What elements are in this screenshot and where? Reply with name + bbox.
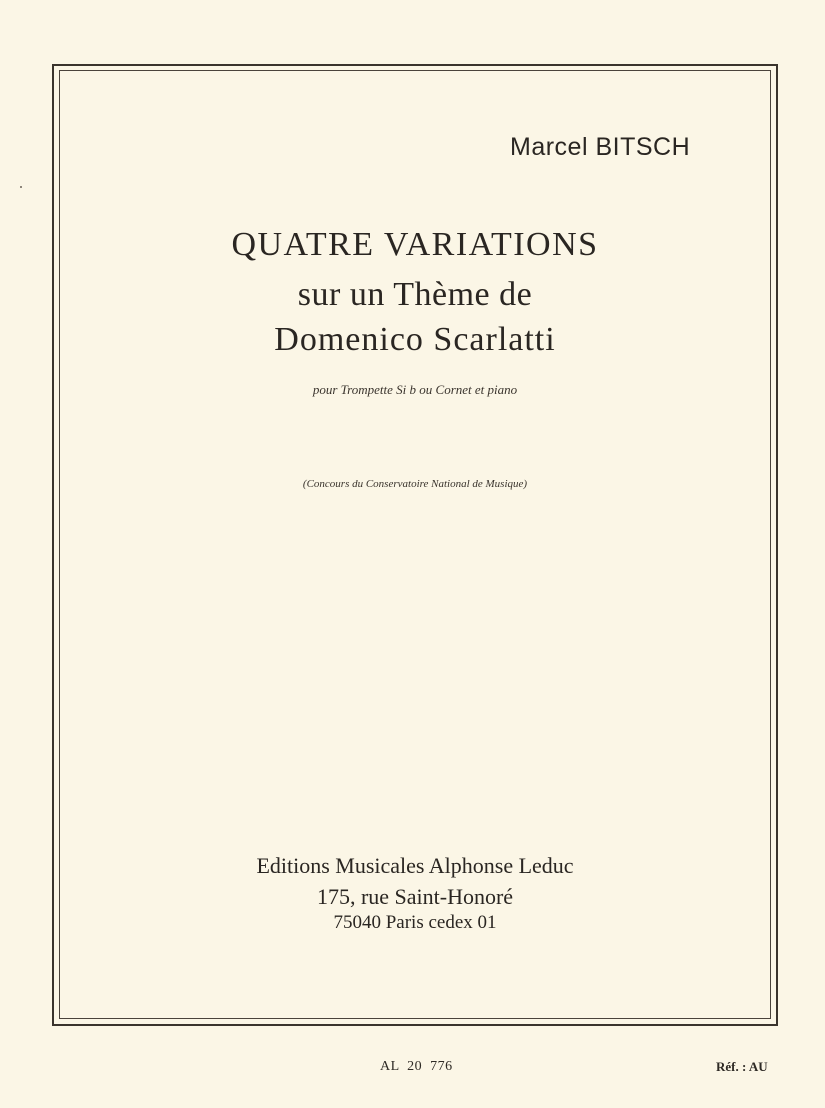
title-line-1: QUATRE VARIATIONS bbox=[231, 226, 599, 263]
reference-code: Réf. : AU bbox=[716, 1059, 768, 1074]
instrumentation-text: pour Trompette Si b ou Cornet et piano bbox=[312, 382, 518, 397]
competition-note: (Concours du Conservatoire National de Musique) bbox=[302, 478, 528, 490]
paper-speck bbox=[20, 186, 22, 188]
composer-name: Marcel BITSCH bbox=[510, 133, 691, 161]
catalog-number: AL 20 776 bbox=[380, 1059, 453, 1074]
publisher-name: Editions Musicales Alphonse Leduc bbox=[256, 853, 574, 878]
title-line-3: Domenico Scarlatti bbox=[274, 321, 556, 358]
publisher-street: 175, rue Saint-Honoré bbox=[316, 884, 514, 909]
publisher-city: 75040 Paris cedex 01 bbox=[333, 912, 497, 933]
title-line-2: sur un Thème de bbox=[297, 276, 533, 313]
